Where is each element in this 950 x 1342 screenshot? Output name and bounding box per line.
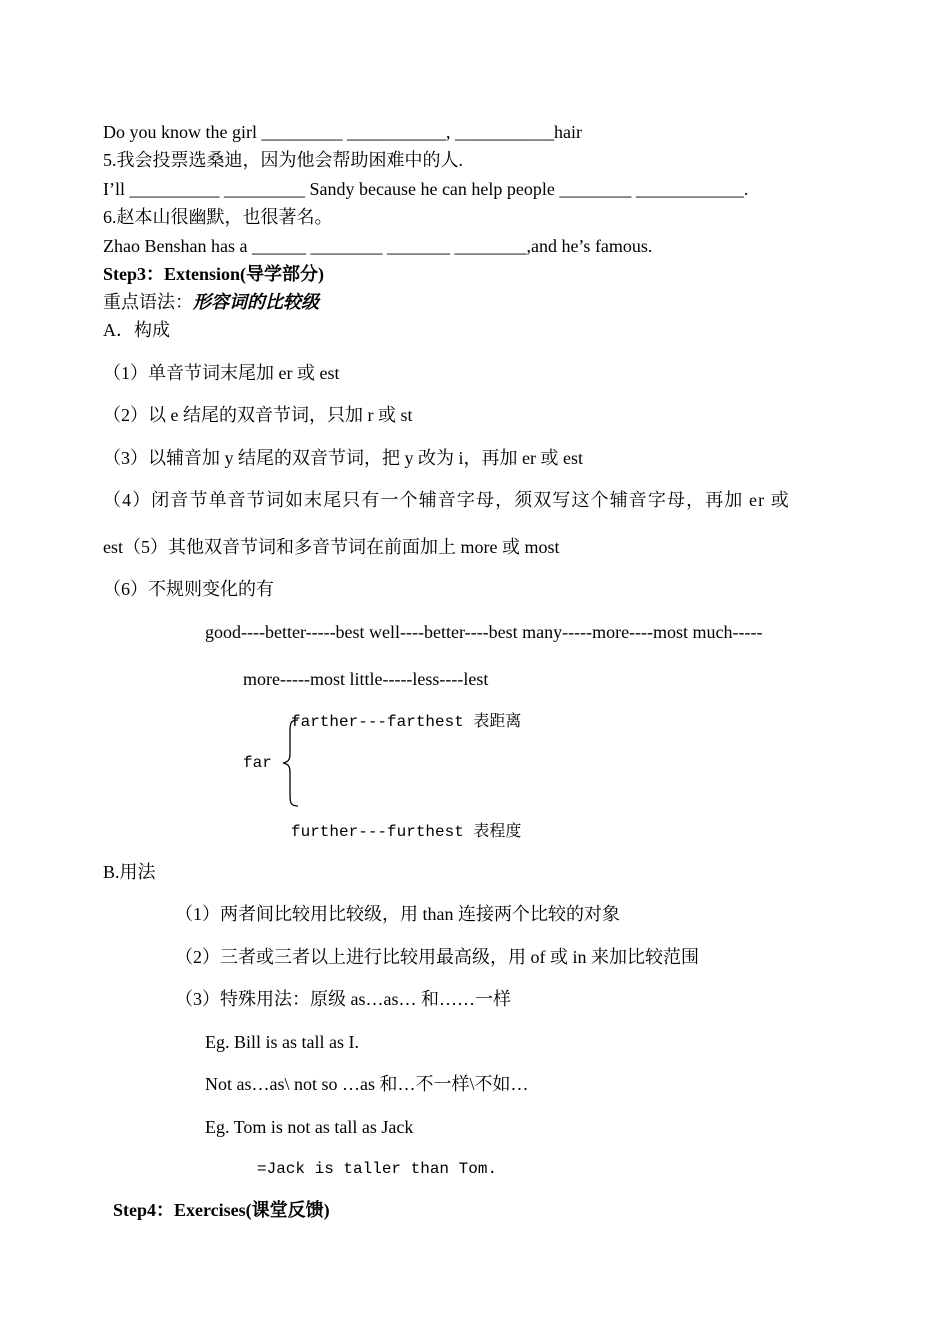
irregular-forms-line-2: more-----most little-----less----lest [243,669,489,689]
example-2: Eg. Tom is not as tall as Jack [205,1117,414,1137]
exercise-5-chinese: 5.我会投票选桑迪，因为他会帮助困难中的人. [103,150,463,170]
irregular-forms-line-1: good----better-----best well----better----best many-----more----most much----- [205,622,763,642]
grammar-focus [103,290,319,314]
section-a-heading: A．构成 [103,320,170,340]
example-1: Eg. Bill is as tall as I. [205,1032,359,1052]
far-distance-form: farther---farthest 表距离 [291,713,522,731]
far-label: far [243,754,272,772]
exercise-line-4: Do you know the girl _________ ___________, ___________hair [103,122,582,142]
exercise-6-english: Zhao Benshan has a ______ ________ _______ ________,and he’s famous. [103,236,653,256]
rule-4-continued-rule-5: est（5）其他双音节词和多音节词在前面加上 more 或 most [103,537,560,557]
step4-heading: Step4：Exercises(课堂反馈) [113,1200,330,1220]
step3-heading: Step3：Extension(导学部分) [103,264,325,284]
far-degree-form: further---furthest 表程度 [291,823,522,841]
usage-3: （3）特殊用法：原级 as…as… 和……一样 [175,989,511,1009]
rule-2: （2）以 e 结尾的双音节词，只加 r 或 st [103,405,413,425]
example-2-equivalent: =Jack is taller than Tom. [257,1160,498,1178]
exercise-5-english: I’ll __________ _________ Sandy because he can help people ________ ____________. [103,179,749,199]
exercise-6-chinese: 6.赵本山很幽默，也很著名。 [103,207,333,227]
brace-icon [280,718,302,808]
rule-4: （4）闭音节单音节词如末尾只有一个辅音字母，须双写这个辅音字母，再加 er 或 [103,490,790,510]
rule-3: （3）以辅音加 y 结尾的双音节词，把 y 改为 i，再加 er 或 est [103,448,583,468]
grammar-focus-topic: 形容词的比较级 [193,292,319,312]
usage-3-negative: Not as…as\ not so …as 和…不一样\不如… [205,1074,529,1094]
rule-1: （1）单音节词末尾加 er 或 est [103,363,340,383]
grammar-focus-label: 重点语法： [103,292,193,312]
section-b-heading: B.用法 [103,862,156,882]
usage-1: （1）两者间比较用比较级，用 than 连接两个比较的对象 [175,904,620,924]
usage-2: （2）三者或三者以上进行比较用最高级，用 of 或 in 来加比较范围 [175,947,699,967]
rule-6: （6）不规则变化的有 [103,579,274,599]
